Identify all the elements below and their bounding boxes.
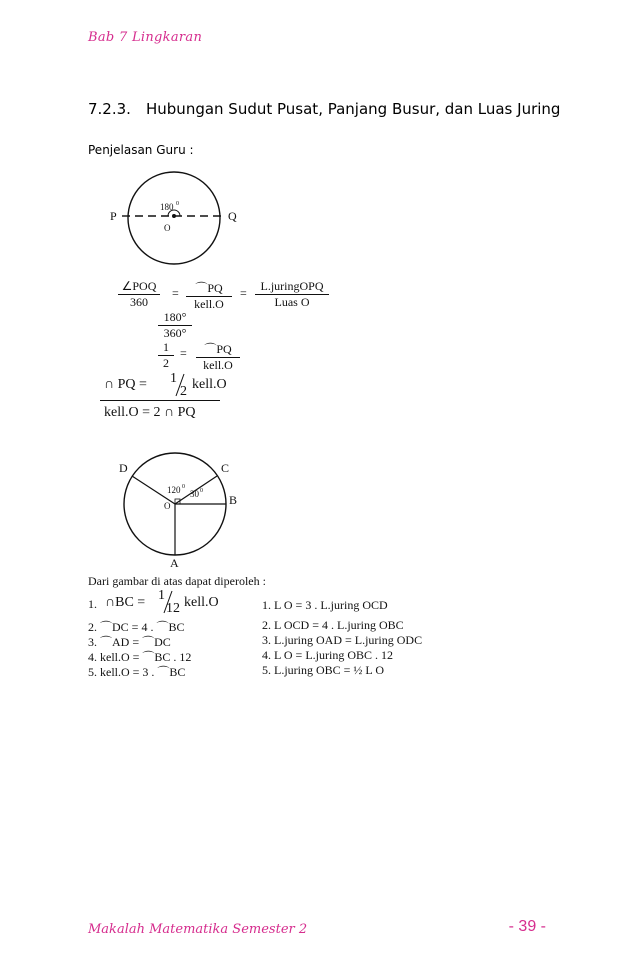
left-item2: 2. ⌒DC = 4 . ⌒BC: [88, 620, 185, 634]
numerator-juring: L.juringOPQ: [260, 279, 324, 293]
section-title: Hubungan Sudut Pusat, Panjang Busur, dan Luas Juring: [146, 100, 561, 118]
fraction-pq-kell: [186, 279, 232, 312]
numerator-1: 1: [163, 340, 169, 354]
result-divider: [100, 400, 220, 401]
left-item1-num: 1.: [88, 597, 97, 611]
right-item4: 4. L O = L.juring OBC . 12: [262, 648, 393, 662]
label-o: O: [164, 223, 171, 233]
fraction-1-2: [158, 340, 174, 371]
denominator-360: 360: [118, 294, 160, 310]
denominator-kell: kell.O: [186, 296, 232, 312]
center-point: [172, 214, 176, 218]
right-item2: 2. L OCD = 4 . L.juring OBC: [262, 618, 404, 632]
angle-180-label: 180: [160, 202, 174, 212]
denominator-luas: Luas O: [255, 294, 329, 310]
teacher-explanation-label: Penjelasan Guru :: [88, 143, 194, 157]
angle-30-label: 30: [190, 489, 199, 499]
degree-mark: 0: [176, 201, 179, 207]
label-d: D: [119, 461, 128, 475]
label-b: B: [229, 493, 238, 507]
angle-120-label: 120: [167, 485, 181, 495]
circle-diagram-abcd: [105, 450, 255, 570]
result-half-den: 2: [180, 384, 187, 399]
circle-diagram-pq: [100, 170, 250, 270]
fraction-poq-360: [118, 279, 160, 310]
numerator-180: 180°: [163, 310, 187, 324]
result-half-num: 1: [170, 371, 177, 386]
fraction-pq-kell-2: [196, 340, 240, 373]
denominator-2: 2: [158, 355, 174, 371]
right-item1: 1. L O = 3 . L.juring OCD: [262, 598, 388, 612]
denominator-kell-2: kell.O: [196, 357, 240, 373]
denominator-360-deg: 360°: [158, 325, 192, 341]
footer-title: Makalah Matematika Semester 2: [88, 922, 308, 937]
result-line2: kell.O = 2 ∩ PQ: [104, 405, 196, 420]
numerator-poq: ∠POQ: [121, 279, 157, 293]
label-q: Q: [228, 209, 237, 223]
page-number: - 39 -: [508, 918, 546, 935]
numerator-arc-pq-2: ⌒PQ: [204, 342, 232, 356]
left-item4: 4. kell.O = ⌒BC . 12: [88, 650, 192, 664]
fraction-juring-luas: [255, 279, 329, 310]
left-item1-right: kell.O: [184, 595, 219, 610]
degree-mark-120: 0: [182, 484, 185, 490]
right-item5: 5. L.juring OBC = ½ L O: [262, 663, 384, 677]
left-item1-left: ∩BC =: [105, 595, 146, 610]
equals-sign-2: =: [240, 286, 247, 300]
degree-mark-30: 0: [200, 488, 203, 494]
equals-sign-3: =: [180, 346, 187, 360]
section-number: 7.2.3.: [88, 100, 131, 118]
numerator-arc-pq: ⌒PQ: [195, 281, 223, 295]
label-c: C: [221, 461, 230, 475]
label-a: A: [170, 556, 179, 570]
chapter-header: Bab 7 Lingkaran: [88, 30, 203, 45]
left-item1-frac-den: 12: [166, 601, 180, 616]
result-kell-right: kell.O: [192, 377, 227, 392]
result-arc-pq-left: ∩ PQ =: [104, 377, 147, 392]
left-item1-frac-num: 1: [158, 588, 165, 603]
left-item3: 3. ⌒AD = ⌒DC: [88, 635, 171, 649]
label-o-2: O: [164, 501, 171, 511]
intro-text: Dari gambar di atas dapat diperoleh :: [88, 574, 266, 588]
left-item5: 5. kell.O = 3 . ⌒BC: [88, 665, 186, 679]
label-p: P: [110, 209, 117, 223]
equals-sign-1: =: [172, 286, 179, 300]
right-item3: 3. L.juring OAD = L.juring ODC: [262, 633, 423, 647]
fraction-180-360: [158, 310, 192, 341]
